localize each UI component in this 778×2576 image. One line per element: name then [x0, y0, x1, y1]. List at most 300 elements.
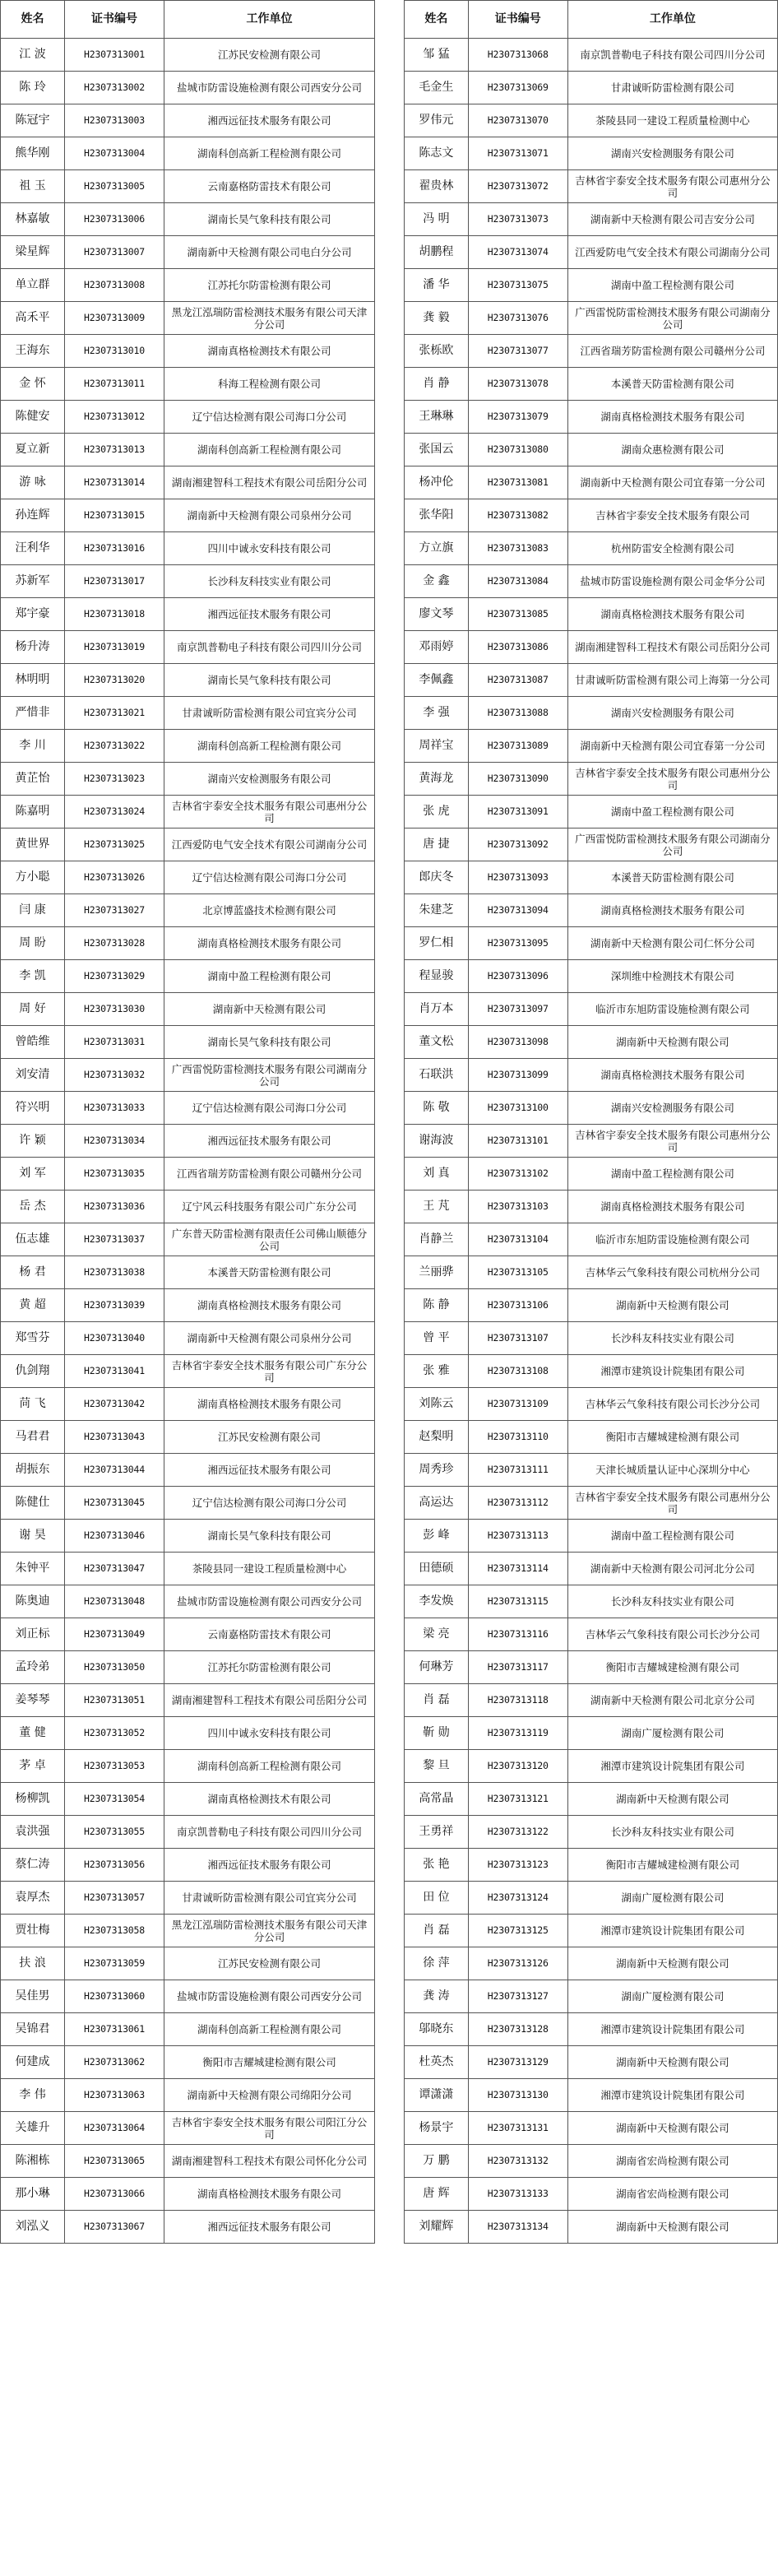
certificate-number-cell: H2307313062: [65, 2046, 164, 2079]
table-row: [1, 993, 375, 1026]
person-name-cell: 高运达: [405, 1487, 469, 1520]
work-unit-cell: 茶陵县同一建设工程质量检测中心: [164, 1553, 375, 1585]
person-name-cell: 刘正标: [1, 1618, 65, 1651]
table-row: [405, 2013, 778, 2046]
person-name-cell: 茅 卓: [1, 1750, 65, 1783]
person-name-cell: 张 雅: [405, 1355, 469, 1388]
person-name-cell: 潘 华: [405, 269, 469, 302]
table-row: [405, 1421, 778, 1454]
table-row: [405, 598, 778, 631]
table-row: [1, 1421, 375, 1454]
person-name-cell: 梁 亮: [405, 1618, 469, 1651]
table-row: [405, 1816, 778, 1849]
person-name-cell: 王勇祥: [405, 1816, 469, 1849]
work-unit-cell: 盐城市防雷设施检测有限公司西安分公司: [164, 1980, 375, 2013]
table-row: [405, 1158, 778, 1191]
certificate-number-cell: H2307313085: [468, 598, 567, 631]
certificate-number-cell: H2307313087: [468, 664, 567, 697]
person-name-cell: 毛金生: [405, 72, 469, 104]
table-row: [1, 2211, 375, 2244]
table-row: [1, 434, 375, 466]
work-unit-cell: 长沙科友科技实业有限公司: [567, 1585, 777, 1618]
certificate-number-cell: H2307313043: [65, 1421, 164, 1454]
certificate-number-cell: H2307313126: [468, 1947, 567, 1980]
person-name-cell: 梁星辉: [1, 236, 65, 269]
work-unit-cell: 湖南新中天检测有限公司仁怀分公司: [567, 927, 777, 960]
table-row: [1, 104, 375, 137]
table-row: [1, 401, 375, 434]
work-unit-cell: 黑龙江泓瑞防雷检测技术服务有限公司天津分公司: [164, 1915, 375, 1947]
table-row: [405, 1487, 778, 1520]
certificate-number-cell: H2307313071: [468, 137, 567, 170]
certificate-number-cell: H2307313054: [65, 1783, 164, 1816]
work-unit-cell: 南京凯普勒电子科技有限公司四川分公司: [567, 39, 777, 72]
person-name-cell: 单立群: [1, 269, 65, 302]
certificate-number-cell: H2307313122: [468, 1816, 567, 1849]
person-name-cell: 翟贵林: [405, 170, 469, 203]
table-row: [405, 1026, 778, 1059]
person-name-cell: 杨升涛: [1, 631, 65, 664]
work-unit-cell: 湖南长昊气象科技有限公司: [164, 1520, 375, 1553]
table-row: [405, 993, 778, 1026]
table-row: [1, 1388, 375, 1421]
certificate-number-cell: H2307313022: [65, 730, 164, 763]
person-name-cell: 吴佳男: [1, 1980, 65, 2013]
work-unit-cell: 江苏民安检测有限公司: [164, 1421, 375, 1454]
work-unit-cell: 吉林省宇泰安全技术服务有限公司阳江分公司: [164, 2112, 375, 2145]
work-unit-cell: 湖南省宏尚检测有限公司: [567, 2178, 777, 2211]
person-name-cell: 蔡仁涛: [1, 1849, 65, 1882]
certificate-number-cell: H2307313077: [468, 335, 567, 368]
person-name-cell: 曾皓维: [1, 1026, 65, 1059]
certificate-number-cell: H2307313132: [468, 2145, 567, 2178]
table-row: [405, 532, 778, 565]
person-name-cell: 那小琳: [1, 2178, 65, 2211]
table-row: [405, 2145, 778, 2178]
certificate-number-cell: H2307313005: [65, 170, 164, 203]
certificate-number-cell: H2307313011: [65, 368, 164, 401]
work-unit-cell: 湖南兴安检测服务有限公司: [567, 697, 777, 730]
certificate-number-cell: H2307313026: [65, 861, 164, 894]
work-unit-cell: 湘西远征技术服务有限公司: [164, 598, 375, 631]
table-row: [1, 1585, 375, 1618]
person-name-cell: 陈健安: [1, 401, 65, 434]
certificate-number-cell: H2307313013: [65, 434, 164, 466]
certificate-number-cell: H2307313021: [65, 697, 164, 730]
table-row: [405, 1289, 778, 1322]
certificate-number-cell: H2307313113: [468, 1520, 567, 1553]
work-unit-cell: 云南嘉格防雷技术有限公司: [164, 1618, 375, 1651]
header-row: [405, 1, 778, 39]
certificate-number-cell: H2307313042: [65, 1388, 164, 1421]
work-unit-cell: 湘潭市建筑设计院集团有限公司: [567, 1915, 777, 1947]
certificate-number-cell: H2307313065: [65, 2145, 164, 2178]
work-unit-cell: 长沙科友科技实业有限公司: [567, 1322, 777, 1355]
table-row: [1, 1980, 375, 2013]
person-name-cell: 李发焕: [405, 1585, 469, 1618]
work-unit-cell: 南京凯普勒电子科技有限公司四川分公司: [164, 1816, 375, 1849]
certificate-number-cell: H2307313080: [468, 434, 567, 466]
certificate-number-cell: H2307313006: [65, 203, 164, 236]
work-unit-cell: 湖南真格检测技术服务有限公司: [164, 2178, 375, 2211]
person-name-cell: 张国云: [405, 434, 469, 466]
certificate-number-cell: H2307313004: [65, 137, 164, 170]
table-row: [1, 1125, 375, 1158]
work-unit-cell: 湖南湘建智科工程技术有限公司岳阳分公司: [164, 466, 375, 499]
table-row: [405, 2112, 778, 2145]
certificate-number-cell: H2307313103: [468, 1191, 567, 1223]
person-name-cell: 许 颖: [1, 1125, 65, 1158]
work-unit-cell: 湖南长昊气象科技有限公司: [164, 1026, 375, 1059]
certificate-number-cell: H2307313088: [468, 697, 567, 730]
certificate-number-cell: H2307313112: [468, 1487, 567, 1520]
work-unit-cell: 吉林华云气象科技有限公司长沙分公司: [567, 1388, 777, 1421]
work-unit-cell: 湖南中盈工程检测有限公司: [567, 1158, 777, 1191]
certificate-number-cell: H2307313036: [65, 1191, 164, 1223]
person-name-cell: 熊华刚: [1, 137, 65, 170]
person-name-cell: 杜英杰: [405, 2046, 469, 2079]
work-unit-cell: 湖南真格检测技术服务有限公司: [164, 1388, 375, 1421]
certificate-number-cell: H2307313051: [65, 1684, 164, 1717]
person-name-cell: 苏新军: [1, 565, 65, 598]
person-name-cell: 陈奥迪: [1, 1585, 65, 1618]
work-unit-cell: 江苏民安检测有限公司: [164, 1947, 375, 1980]
person-name-cell: 祖 玉: [1, 170, 65, 203]
person-name-cell: 张 艳: [405, 1849, 469, 1882]
person-name-cell: 刘泓义: [1, 2211, 65, 2244]
work-unit-cell: 辽宁信达检测有限公司海口分公司: [164, 861, 375, 894]
certificate-number-cell: H2307313107: [468, 1322, 567, 1355]
work-unit-cell: 湖南新中天检测有限公司: [567, 1289, 777, 1322]
table-row: [1, 1223, 375, 1256]
work-unit-cell: 黑龙江泓瑞防雷检测技术服务有限公司天津分公司: [164, 302, 375, 335]
table-row: [405, 927, 778, 960]
certificate-number-cell: H2307313116: [468, 1618, 567, 1651]
person-name-cell: 伍志雄: [1, 1223, 65, 1256]
person-name-cell: 唐 捷: [405, 828, 469, 861]
work-unit-cell: 辽宁风云科技服务有限公司广东分公司: [164, 1191, 375, 1223]
table-row: [1, 368, 375, 401]
work-unit-cell: 湖南科创高新工程检测有限公司: [164, 1750, 375, 1783]
person-name-cell: 罗仁相: [405, 927, 469, 960]
certificate-number-cell: H2307313019: [65, 631, 164, 664]
table-row: [1, 1322, 375, 1355]
person-name-cell: 周秀珍: [405, 1454, 469, 1487]
person-name-cell: 黄 超: [1, 1289, 65, 1322]
certificate-number-cell: H2307313070: [468, 104, 567, 137]
person-name-cell: 金 怀: [1, 368, 65, 401]
work-unit-cell: 广西雷悦防雷检测技术服务有限公司湖南分公司: [567, 302, 777, 335]
person-name-cell: 赵梨明: [405, 1421, 469, 1454]
work-unit-cell: 长沙科友科技实业有限公司: [164, 565, 375, 598]
work-unit-cell: 江西省瑞芳防雷检测有限公司赣州分公司: [567, 335, 777, 368]
table-row: [405, 434, 778, 466]
certificate-number-cell: H2307313119: [468, 1717, 567, 1750]
person-name-cell: 袁厚杰: [1, 1882, 65, 1915]
work-unit-cell: 广西雷悦防雷检测技术服务有限公司湖南分公司: [164, 1059, 375, 1092]
table-row: [405, 1322, 778, 1355]
certificate-number-cell: H2307313129: [468, 2046, 567, 2079]
certificate-number-cell: H2307313108: [468, 1355, 567, 1388]
certificate-number-cell: H2307313076: [468, 302, 567, 335]
table-row: [405, 697, 778, 730]
person-name-cell: 扶 浪: [1, 1947, 65, 1980]
table-row: [405, 1783, 778, 1816]
table-row: [405, 1355, 778, 1388]
table-row: [405, 1125, 778, 1158]
table-row: [1, 1158, 375, 1191]
table-row: [1, 796, 375, 828]
certificate-number-cell: H2307313024: [65, 796, 164, 828]
work-unit-cell: 衡阳市吉耀城建检测有限公司: [164, 2046, 375, 2079]
certificate-number-cell: H2307313016: [65, 532, 164, 565]
work-unit-cell: 江西省瑞芳防雷检测有限公司赣州分公司: [164, 1158, 375, 1191]
table-row: [405, 137, 778, 170]
cert-column-header: 证书编号: [468, 1, 567, 39]
name-column-header: 姓名: [405, 1, 469, 39]
certificate-number-cell: H2307313060: [65, 1980, 164, 2013]
work-unit-cell: 湖南新中天检测有限公司河北分公司: [567, 1553, 777, 1585]
certificate-number-cell: H2307313075: [468, 269, 567, 302]
table-row: [405, 2178, 778, 2211]
work-unit-cell: 广西雷悦防雷检测技术服务有限公司湖南分公司: [567, 828, 777, 861]
person-name-cell: 黄海龙: [405, 763, 469, 796]
certificate-number-cell: H2307313057: [65, 1882, 164, 1915]
work-unit-cell: 湖南省宏尚检测有限公司: [567, 2145, 777, 2178]
table-row: [405, 1059, 778, 1092]
person-name-cell: 袁洪强: [1, 1816, 65, 1849]
certificate-number-cell: H2307313063: [65, 2079, 164, 2112]
table-row: [405, 302, 778, 335]
table-row: [1, 466, 375, 499]
table-row: [1, 763, 375, 796]
person-name-cell: 刘 真: [405, 1158, 469, 1191]
table-row: [405, 1717, 778, 1750]
person-name-cell: 邓雨婷: [405, 631, 469, 664]
work-unit-cell: 辽宁信达检测有限公司海口分公司: [164, 1092, 375, 1125]
work-unit-cell: 吉林省宇泰安全技术服务有限公司惠州分公司: [567, 170, 777, 203]
work-unit-cell: 吉林省宇泰安全技术服务有限公司惠州分公司: [567, 1487, 777, 1520]
table-row: [405, 1915, 778, 1947]
work-unit-cell: 广东普天防雷检测有限责任公司佛山顺德分公司: [164, 1223, 375, 1256]
certificate-number-cell: H2307313121: [468, 1783, 567, 1816]
work-unit-cell: 吉林省宇泰安全技术服务有限公司惠州分公司: [567, 1125, 777, 1158]
work-unit-cell: 湖南科创高新工程检测有限公司: [164, 137, 375, 170]
table-row: [1, 1553, 375, 1585]
person-name-cell: 杨 君: [1, 1256, 65, 1289]
person-name-cell: 李 伟: [1, 2079, 65, 2112]
work-unit-cell: 湖南兴安检测服务有限公司: [567, 137, 777, 170]
person-name-cell: 谭潇潇: [405, 2079, 469, 2112]
work-unit-cell: 湖南新中天检测有限公司宜春第一分公司: [567, 466, 777, 499]
person-name-cell: 金 鑫: [405, 565, 469, 598]
certificate-number-cell: H2307313074: [468, 236, 567, 269]
work-unit-cell: 吉林省宇泰安全技术服务有限公司广东分公司: [164, 1355, 375, 1388]
work-unit-cell: 湖南真格检测技术服务有限公司: [164, 1289, 375, 1322]
person-name-cell: 万 鹏: [405, 2145, 469, 2178]
table-row: [405, 2211, 778, 2244]
name-column-header: 姓名: [1, 1, 65, 39]
table-row: [1, 565, 375, 598]
person-name-cell: 廖文琴: [405, 598, 469, 631]
work-unit-cell: 湖南湘建智科工程技术有限公司岳阳分公司: [567, 631, 777, 664]
person-name-cell: 冯 明: [405, 203, 469, 236]
table-row: [1, 894, 375, 927]
table-row: [1, 1256, 375, 1289]
certificate-number-cell: H2307313111: [468, 1454, 567, 1487]
table-row: [1, 1816, 375, 1849]
table-row: [1, 72, 375, 104]
certificate-number-cell: H2307313059: [65, 1947, 164, 1980]
certificate-number-cell: H2307313014: [65, 466, 164, 499]
work-unit-cell: 湖南中盈工程检测有限公司: [164, 960, 375, 993]
certificate-number-cell: H2307313091: [468, 796, 567, 828]
table-row: [1, 664, 375, 697]
person-name-cell: 周 盼: [1, 927, 65, 960]
table-row: [405, 269, 778, 302]
table-row: [405, 1092, 778, 1125]
table-row: [1, 828, 375, 861]
certificate-number-cell: H2307313017: [65, 565, 164, 598]
certificate-number-cell: H2307313106: [468, 1289, 567, 1322]
certificate-number-cell: H2307313068: [468, 39, 567, 72]
person-name-cell: 邹 猛: [405, 39, 469, 72]
work-unit-cell: 盐城市防雷设施检测有限公司金华分公司: [567, 565, 777, 598]
person-name-cell: 刘耀辉: [405, 2211, 469, 2244]
person-name-cell: 岳 杰: [1, 1191, 65, 1223]
work-unit-cell: 湖南新中天检测有限公司泉州分公司: [164, 1322, 375, 1355]
certificate-number-cell: H2307313041: [65, 1355, 164, 1388]
person-name-cell: 肖 磊: [405, 1684, 469, 1717]
person-name-cell: 肖静兰: [405, 1223, 469, 1256]
table-row: [1, 1487, 375, 1520]
work-unit-cell: 湘西远征技术服务有限公司: [164, 1849, 375, 1882]
person-name-cell: 田 位: [405, 1882, 469, 1915]
person-name-cell: 谢 昊: [1, 1520, 65, 1553]
work-unit-cell: 湖南新中天检测有限公司: [567, 2046, 777, 2079]
work-unit-cell: 长沙科友科技实业有限公司: [567, 1816, 777, 1849]
work-unit-cell: 吉林华云气象科技有限公司杭州分公司: [567, 1256, 777, 1289]
person-name-cell: 张栎欧: [405, 335, 469, 368]
certificate-number-cell: H2307313012: [65, 401, 164, 434]
table-row: [405, 796, 778, 828]
person-name-cell: 符兴明: [1, 1092, 65, 1125]
certificate-number-cell: H2307313066: [65, 2178, 164, 2211]
table-row: [405, 1520, 778, 1553]
table-row: [1, 2079, 375, 2112]
work-unit-cell: 吉林省宇泰安全技术服务有限公司惠州分公司: [567, 763, 777, 796]
work-unit-cell: 湘潭市建筑设计院集团有限公司: [567, 2013, 777, 2046]
work-unit-cell: 盐城市防雷设施检测有限公司西安分公司: [164, 72, 375, 104]
certificate-number-cell: H2307313115: [468, 1585, 567, 1618]
work-unit-cell: 吉林省宇泰安全技术服务有限公司: [567, 499, 777, 532]
person-name-cell: 石联洪: [405, 1059, 469, 1092]
table-row: [405, 828, 778, 861]
certificate-number-cell: H2307313030: [65, 993, 164, 1026]
certificate-number-cell: H2307313067: [65, 2211, 164, 2244]
table-row: [1, 2145, 375, 2178]
table-body-left: [1, 39, 375, 2244]
table-row: [405, 2046, 778, 2079]
certificate-number-cell: H2307313120: [468, 1750, 567, 1783]
table-row: [405, 1980, 778, 2013]
certificate-number-cell: H2307313093: [468, 861, 567, 894]
table-row: [1, 2046, 375, 2079]
certificate-number-cell: H2307313083: [468, 532, 567, 565]
certificate-number-cell: H2307313097: [468, 993, 567, 1026]
work-unit-cell: 南京凯普勒电子科技有限公司四川分公司: [164, 631, 375, 664]
certificate-number-cell: H2307313015: [65, 499, 164, 532]
work-unit-cell: 湖南湘建智科工程技术有限公司岳阳分公司: [164, 1684, 375, 1717]
work-unit-cell: 湖南新中天检测有限公司绵阳分公司: [164, 2079, 375, 2112]
table-row: [1, 927, 375, 960]
table-row: [1, 1355, 375, 1388]
person-name-cell: 罗伟元: [405, 104, 469, 137]
table-row: [405, 1618, 778, 1651]
table-row: [405, 104, 778, 137]
work-unit-cell: 辽宁信达检测有限公司海口分公司: [164, 401, 375, 434]
table-row: [405, 1849, 778, 1882]
work-unit-cell: 湖南新中天检测有限公司: [164, 993, 375, 1026]
table-row: [405, 1882, 778, 1915]
certificate-number-cell: H2307313096: [468, 960, 567, 993]
certificate-number-cell: H2307313055: [65, 1816, 164, 1849]
work-unit-cell: 湘西远征技术服务有限公司: [164, 1454, 375, 1487]
work-unit-cell: 江西爱防电气安全技术有限公司湖南分公司: [567, 236, 777, 269]
work-unit-cell: 湖南兴安检测服务有限公司: [567, 1092, 777, 1125]
work-unit-cell: 湖南真格检测技术服务有限公司: [567, 598, 777, 631]
person-name-cell: 周祥宝: [405, 730, 469, 763]
table-row: [1, 203, 375, 236]
work-unit-cell: 甘肃诚昕防雷检测有限公司宜宾分公司: [164, 1882, 375, 1915]
work-unit-cell: 湖南广厦检测有限公司: [567, 1980, 777, 2013]
certificate-number-cell: H2307313125: [468, 1915, 567, 1947]
certificate-number-cell: H2307313072: [468, 170, 567, 203]
roster-table-right: [404, 0, 778, 2244]
person-name-cell: 王 芃: [405, 1191, 469, 1223]
work-unit-cell: 湖南兴安检测服务有限公司: [164, 763, 375, 796]
person-name-cell: 陈 敬: [405, 1092, 469, 1125]
table-row: [1, 697, 375, 730]
table-row: [405, 1191, 778, 1223]
person-name-cell: 杨景宇: [405, 2112, 469, 2145]
work-unit-cell: 江苏民安检测有限公司: [164, 39, 375, 72]
work-unit-cell: 甘肃诚昕防雷检测有限公司宜宾分公司: [164, 697, 375, 730]
person-name-cell: 吴锦君: [1, 2013, 65, 2046]
person-name-cell: 董 健: [1, 1717, 65, 1750]
person-name-cell: 方立旗: [405, 532, 469, 565]
work-unit-cell: 湘西远征技术服务有限公司: [164, 2211, 375, 2244]
work-unit-cell: 湖南真格检测技术有限公司: [164, 335, 375, 368]
certificate-number-cell: H2307313034: [65, 1125, 164, 1158]
work-unit-cell: 湖南长昊气象科技有限公司: [164, 664, 375, 697]
person-name-cell: 黎 旦: [405, 1750, 469, 1783]
table-row: [405, 39, 778, 72]
table-row: [1, 499, 375, 532]
person-name-cell: 龚 毅: [405, 302, 469, 335]
person-name-cell: 何建成: [1, 2046, 65, 2079]
table-row: [405, 499, 778, 532]
work-unit-cell: 湖南中盈工程检测有限公司: [567, 1520, 777, 1553]
certificate-number-cell: H2307313038: [65, 1256, 164, 1289]
person-name-cell: 郑雪芬: [1, 1322, 65, 1355]
certificate-number-cell: H2307313117: [468, 1651, 567, 1684]
certificate-number-cell: H2307313064: [65, 2112, 164, 2145]
work-unit-cell: 北京博蓝盛技术检测有限公司: [164, 894, 375, 927]
table-row: [405, 763, 778, 796]
table-row: [405, 1223, 778, 1256]
work-unit-cell: 湖南中盈工程检测有限公司: [567, 269, 777, 302]
